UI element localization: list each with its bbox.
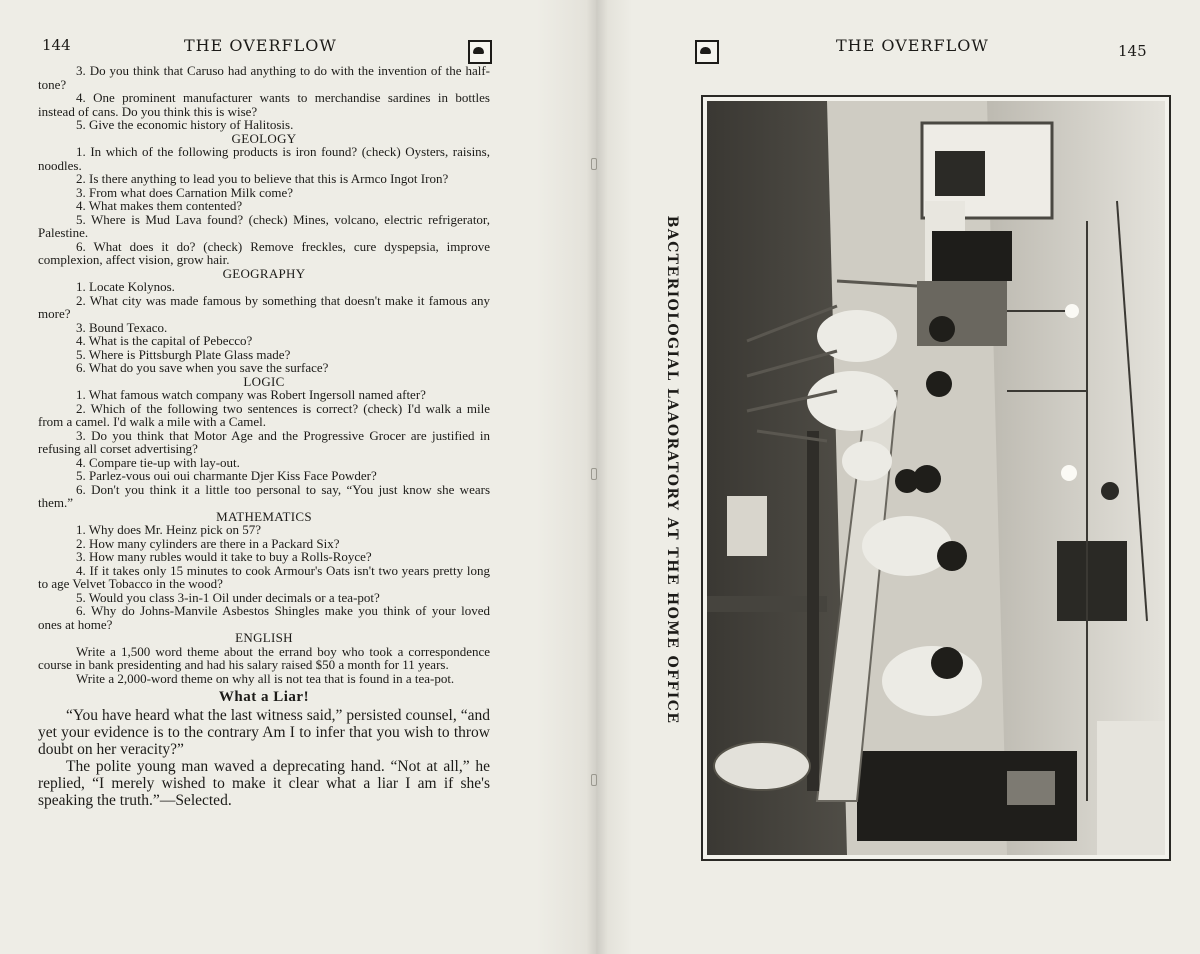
running-title: THE OVERFLOW (836, 36, 989, 55)
quiz-question: 4. Compare tie-up with lay-out. (76, 454, 240, 470)
quiz-question: 1. What famous watch company was Robert Ingersoll named after? (76, 387, 426, 402)
emblem-icon (695, 40, 719, 64)
quiz-question: Write a 2,000-word theme on why all is not tea that is found in a tea-pot. (76, 670, 455, 686)
binding-stitch (591, 468, 597, 480)
quiz-question: 5. Where is Pittsburgh Plate Glass made? (76, 346, 291, 362)
emblem-icon (468, 40, 492, 64)
story-paragraph: The polite young man waved a deprecating hand. “Not at all,” he replied, “I merely wished to make it clear what a liar I am if she's speaking the truth.”—Selected. (38, 757, 490, 809)
laboratory-photo-image (707, 101, 1165, 855)
section-heading: MATHEMATICS (216, 508, 312, 524)
quiz-question: Write a 1,500 word theme about the errand boy who took a correspondence course in bank presidenting and had his salary raised $50 a month for 11 years. (38, 643, 490, 672)
photo-caption (664, 215, 680, 725)
quiz-question: 6. Don't you think it a little too personal to say, “You just know she wears them.” (38, 481, 490, 510)
quiz-question: 1. Locate Kolynos. (76, 279, 175, 294)
quiz-question: 2. Is there anything to lead you to believe that this is Armco Ingot Iron? (76, 171, 449, 186)
quiz-question: 5. Would you class 3-in-1 Oil under decimals or a tea-pot? (76, 589, 380, 605)
quiz-question: 2. What city was made famous by something that doesn't make it famous any more? (38, 292, 490, 321)
quiz-question: 3. Do you think that Caruso had anything to do with the invention of the half-tone? (38, 63, 490, 92)
left-page (0, 0, 596, 954)
section-heading: GEOLOGY (231, 130, 297, 146)
quiz-question: 5. Where is Mud Lava found? (check) Mines, volcano, electric refrigerator, Palestine. (38, 211, 490, 240)
quiz-question: 4. What makes them contented? (76, 198, 243, 213)
story-paragraph: “You have heard what the last witness said,” persisted counsel, “and yet your evidence is to the contrary Am I to infer that you wish to throw doubt on her veracity?” (38, 706, 490, 758)
quiz-question: 1. Why does Mr. Heinz pick on 57? (76, 522, 261, 537)
story-title: What a Liar! (218, 689, 310, 705)
quiz-question: 3. From what does Carnation Milk come? (76, 184, 293, 200)
quiz-question: 2. Which of the following two sentences is correct? (check) I'd walk a mile from a camel. I'd walk a mile with a Camel. (38, 400, 490, 429)
page-number: 144 (42, 36, 71, 54)
quiz-question: 4. One prominent manufacturer wants to merchandise sardines in bottles instead of cans. Do you think this is wise? (38, 90, 490, 119)
section-heading: LOGIC (243, 373, 285, 389)
quiz-question: 3. How many rubles would it take to buy a Rolls-Royce? (76, 549, 372, 564)
quiz-question: 6. What does it do? (check) Remove freckles, cure dyspepsia, improve complexion, affect vision, grow hair. (38, 238, 490, 267)
quiz-question: 5. Give the economic history of Halitosis. (76, 117, 294, 132)
quiz-text (38, 64, 490, 809)
laboratory-photo (701, 95, 1171, 861)
quiz-question: 4. What is the capital of Pebecco? (76, 333, 253, 348)
quiz-question: 6. Why do Johns-Manvile Asbestos Shingles make you think of your loved ones at home? (38, 603, 490, 632)
quiz-question: 1. In which of the following products is iron found? (check) Oysters, raisins, noodles. (38, 144, 490, 173)
quiz-question: 3. Bound Texaco. (76, 319, 168, 335)
binding-stitch (591, 774, 597, 786)
quiz-question: 3. Do you think that Motor Age and the Progressive Grocer are justified in refusing all corset advertising? (38, 427, 490, 456)
section-heading: ENGLISH (235, 630, 293, 645)
running-title: THE OVERFLOW (184, 36, 337, 55)
section-heading: GEOGRAPHY (222, 265, 306, 281)
quiz-question: 2. How many cylinders are there in a Packard Six? (76, 535, 340, 551)
book-gutter (586, 0, 608, 954)
page-number: 145 (1118, 42, 1147, 60)
quiz-question: 5. Parlez-vous oui oui charmante Djer Kiss Face Powder? (76, 468, 377, 483)
quiz-question: 4. If it takes only 15 minutes to cook Armour's Oats isn't two years pretty long to age Velvet Tobacco in the wood? (38, 562, 490, 591)
photo-caption-text: BACTERIOLOGIAL LAAORATORY AT THE HOME OFFICE (664, 215, 680, 725)
quiz-question: 6. What do you save when you save the surface? (76, 360, 329, 375)
binding-stitch (591, 158, 597, 170)
